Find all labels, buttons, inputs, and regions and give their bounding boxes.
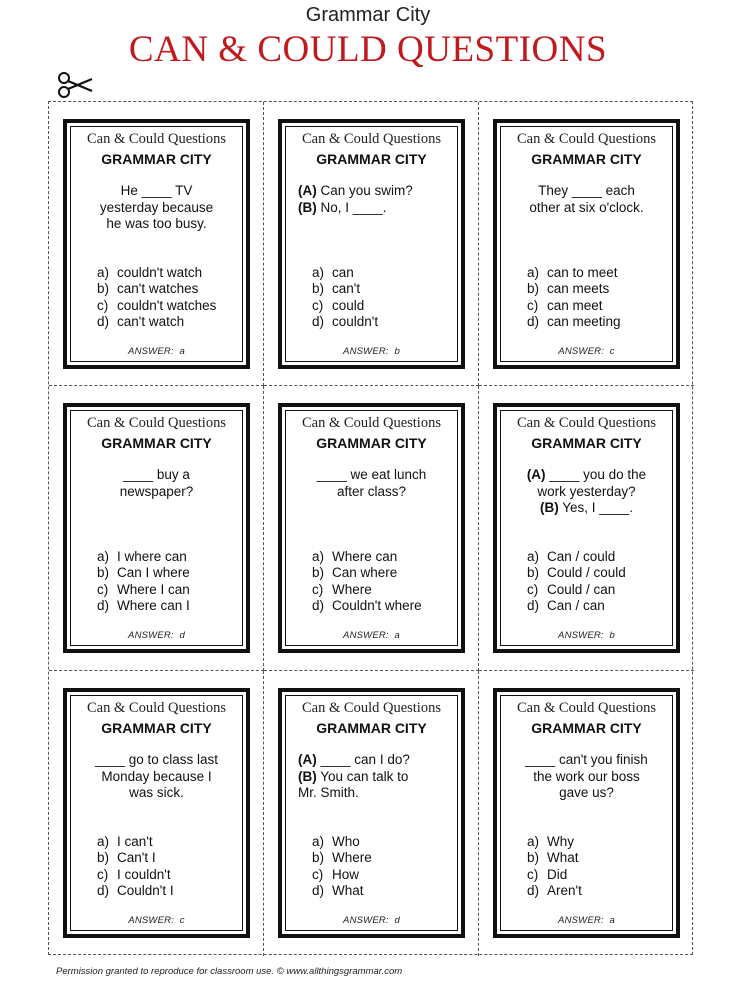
card-header: Can & Could Questions [302, 415, 441, 431]
speaker-tag: (B) [539, 500, 559, 515]
card-cell [49, 671, 264, 956]
question-text [298, 467, 445, 500]
option-letter: b) [97, 565, 110, 581]
option-text: What [332, 882, 364, 898]
question-line [83, 769, 230, 786]
option-text: Couldn't where [332, 597, 422, 613]
question-line-text: ____ you do the [549, 467, 647, 482]
question-line [83, 183, 230, 200]
option-text: I where can [117, 549, 187, 564]
card-inner-border [70, 410, 243, 646]
card-subheader: GRAMMAR CITY [101, 720, 212, 736]
answer-key [71, 630, 242, 641]
option-text: couldn't watch [117, 265, 203, 280]
question-line [513, 752, 660, 769]
option-item [527, 565, 664, 581]
option-letter: a) [312, 265, 325, 280]
question-line-text: Mr. Smith. [298, 785, 359, 800]
question-line-text: ____ go to class last [94, 752, 219, 767]
answer-options [97, 834, 234, 899]
option-letter: d) [312, 597, 325, 613]
card-subheader: GRAMMAR CITY [101, 151, 212, 167]
option-text: Can / could [547, 549, 616, 564]
option-item [312, 598, 449, 614]
answer-key [286, 630, 457, 641]
option-letter: b) [527, 281, 540, 297]
option-letter: d) [97, 313, 110, 329]
card-cell [479, 386, 694, 671]
card-subheader: GRAMMAR CITY [531, 151, 642, 167]
question-line [83, 785, 230, 802]
card-inner-border [285, 410, 458, 646]
option-text: Can I where [117, 565, 190, 581]
option-letter: d) [312, 313, 325, 329]
question-line [298, 785, 445, 802]
question-line-text: ____ we eat lunch [316, 467, 427, 482]
option-text: How [332, 866, 360, 882]
option-item [527, 265, 664, 281]
question-line [513, 484, 660, 501]
option-text: Why [547, 834, 574, 849]
question-line [298, 200, 445, 217]
site-title: Grammar City [305, 4, 431, 26]
answer-value: a [609, 915, 615, 926]
answer-options [527, 265, 664, 330]
question-line-text: You can talk to [320, 768, 409, 784]
question-line-text: ____ buy a [123, 467, 190, 482]
option-item [97, 834, 234, 850]
option-item [527, 582, 664, 598]
option-item [312, 549, 449, 565]
question-card [278, 688, 465, 938]
card-subheader: GRAMMAR CITY [316, 720, 427, 736]
option-text: can meets [547, 281, 610, 297]
option-letter: a) [312, 834, 325, 849]
option-text: Who [332, 834, 360, 849]
option-item [527, 883, 664, 899]
option-text: could [332, 297, 365, 313]
option-text: I can't [117, 834, 153, 849]
card-cell [264, 671, 479, 956]
option-item [312, 281, 449, 297]
option-text: can't watches [117, 281, 199, 297]
option-text: I couldn't [117, 866, 171, 882]
option-text: Did [547, 866, 568, 882]
card-inner-border [500, 695, 673, 931]
question-card [63, 119, 250, 369]
question-line [298, 769, 445, 786]
scissors-icon [56, 70, 96, 100]
option-text: can [332, 265, 354, 280]
option-item [97, 883, 234, 899]
answer-prefix: ANSWER: [343, 915, 389, 926]
option-letter: b) [312, 281, 325, 297]
option-letter: b) [312, 565, 325, 581]
question-line-text: ____ can I do? [320, 752, 410, 767]
answer-key [71, 915, 242, 926]
answer-options [97, 549, 234, 614]
answer-options [312, 265, 449, 330]
option-item [97, 298, 234, 314]
option-letter: d) [527, 882, 540, 898]
option-letter: a) [97, 549, 110, 564]
question-text [513, 752, 660, 802]
option-letter: c) [527, 866, 539, 882]
speaker-tag: (B) [298, 199, 317, 215]
answer-options [312, 549, 449, 614]
option-item [527, 549, 664, 565]
question-line-text: gave us? [559, 785, 614, 800]
card-cell [49, 386, 264, 671]
question-line-text: ____ can't you finish [525, 752, 648, 767]
question-line [298, 484, 445, 501]
option-item [312, 582, 449, 598]
option-text: Can / can [547, 597, 605, 613]
question-line-text: he was too busy. [106, 216, 207, 231]
question-line [513, 200, 660, 217]
option-item [527, 298, 664, 314]
option-letter: c) [527, 581, 539, 597]
answer-prefix: ANSWER: [128, 630, 174, 641]
speaker-tag: (B) [298, 768, 317, 784]
option-text: couldn't [332, 313, 379, 329]
card-subheader: GRAMMAR CITY [101, 435, 212, 451]
speaker-tag: (A) [298, 752, 317, 767]
answer-key [286, 346, 457, 357]
answer-key [501, 630, 672, 641]
question-card [493, 688, 680, 938]
option-item [527, 834, 664, 850]
option-letter: b) [527, 850, 540, 866]
card-grid [48, 101, 693, 955]
answer-value: b [609, 630, 615, 641]
question-line [513, 785, 660, 802]
card-subheader: GRAMMAR CITY [316, 151, 427, 167]
option-item [312, 298, 449, 314]
question-line-text: newspaper? [119, 483, 194, 499]
option-text: Could / could [547, 565, 626, 581]
option-text: Could / can [547, 581, 616, 597]
card-header: Can & Could Questions [87, 415, 226, 431]
answer-value: d [179, 630, 185, 641]
option-item [527, 281, 664, 297]
question-line [298, 467, 445, 484]
question-card [278, 403, 465, 653]
answer-options [312, 834, 449, 899]
question-line-text: was sick. [129, 785, 184, 800]
answer-value: c [609, 346, 615, 357]
option-text: can meet [547, 297, 603, 313]
card-subheader: GRAMMAR CITY [531, 720, 642, 736]
option-letter: a) [527, 834, 540, 849]
option-item [312, 265, 449, 281]
question-card [493, 403, 680, 653]
question-line-text: They ____ each [538, 183, 635, 198]
option-item [312, 883, 449, 899]
option-text: Where can [332, 549, 398, 564]
speaker-tag: (A) [526, 467, 546, 482]
answer-value: a [179, 346, 185, 357]
option-letter: a) [527, 549, 540, 564]
option-letter: b) [527, 565, 540, 581]
card-cell [479, 671, 694, 956]
option-text: can to meet [547, 265, 618, 280]
answer-key [71, 346, 242, 357]
card-inner-border [70, 695, 243, 931]
option-item [312, 565, 449, 581]
question-text [83, 183, 230, 233]
question-text [83, 467, 230, 500]
option-letter: c) [312, 297, 324, 313]
question-line-text: He ____ TV [120, 183, 193, 198]
question-card [493, 119, 680, 369]
question-line-text: Can you swim? [320, 183, 413, 198]
answer-prefix: ANSWER: [558, 630, 604, 641]
question-text [513, 183, 660, 216]
answer-prefix: ANSWER: [558, 346, 605, 357]
option-text: Can't I [117, 850, 156, 866]
answer-value: c [179, 915, 185, 926]
option-text: Where [332, 581, 372, 597]
option-item [97, 598, 234, 614]
question-line [513, 183, 660, 200]
option-letter: d) [97, 882, 110, 898]
footer-permission: Permission granted to reproduce for classroom use. © www.allthingsgrammar.com [56, 966, 403, 977]
answer-options [527, 549, 664, 614]
answer-value: b [394, 346, 400, 357]
option-letter: a) [97, 834, 110, 849]
question-text [298, 183, 445, 216]
option-item [97, 867, 234, 883]
card-subheader: GRAMMAR CITY [531, 435, 642, 451]
option-item [312, 867, 449, 883]
question-line [83, 200, 230, 217]
option-text: What [547, 850, 579, 866]
question-line-text: work yesterday? [537, 483, 636, 499]
option-item [97, 549, 234, 565]
option-item [97, 265, 234, 281]
answer-options [97, 265, 234, 330]
option-item [312, 850, 449, 866]
answer-key [286, 915, 457, 926]
option-letter: c) [312, 581, 324, 597]
answer-prefix: ANSWER: [128, 915, 175, 926]
answer-options [527, 834, 664, 899]
question-line-text: after class? [336, 483, 407, 499]
card-header: Can & Could Questions [517, 131, 656, 147]
question-line-text: yesterday because [99, 199, 214, 215]
card-cell [479, 102, 694, 386]
option-letter: b) [97, 281, 110, 297]
card-inner-border [500, 410, 673, 646]
card-inner-border [285, 695, 458, 931]
option-text: couldn't watches [117, 297, 217, 313]
card-cell [49, 102, 264, 386]
card-header: Can & Could Questions [87, 700, 226, 716]
question-card [63, 688, 250, 938]
option-letter: d) [312, 882, 325, 898]
question-line [513, 500, 660, 517]
answer-prefix: ANSWER: [343, 630, 389, 641]
option-item [312, 834, 449, 850]
option-item [97, 850, 234, 866]
option-letter: b) [97, 850, 110, 866]
speaker-tag: (A) [298, 183, 317, 198]
option-item [527, 850, 664, 866]
question-line-text: Monday because I [101, 768, 212, 784]
card-header: Can & Could Questions [87, 131, 226, 147]
card-inner-border [285, 126, 458, 362]
option-text: Can where [332, 565, 398, 581]
card-inner-border [70, 126, 243, 362]
question-card [63, 403, 250, 653]
option-item [527, 598, 664, 614]
answer-prefix: ANSWER: [558, 915, 604, 926]
question-line-text: the work our boss [533, 768, 640, 784]
option-item [312, 314, 449, 330]
option-letter: d) [527, 313, 540, 329]
question-line [83, 467, 230, 484]
answer-value: d [394, 915, 400, 926]
question-line-text: No, I ____. [320, 199, 387, 215]
question-text [298, 752, 445, 802]
card-header: Can & Could Questions [517, 700, 656, 716]
question-line [83, 752, 230, 769]
option-text: Where [332, 850, 372, 866]
question-line [298, 752, 445, 769]
option-item [527, 314, 664, 330]
card-inner-border [500, 126, 673, 362]
question-text [513, 467, 660, 517]
option-letter: a) [312, 549, 325, 564]
option-item [97, 281, 234, 297]
card-cell [264, 102, 479, 386]
card-header: Can & Could Questions [302, 131, 441, 147]
option-letter: a) [527, 265, 540, 280]
option-letter: c) [527, 297, 539, 313]
option-item [97, 582, 234, 598]
option-text: can't [332, 281, 361, 297]
option-text: Couldn't I [117, 882, 174, 898]
question-line [83, 484, 230, 501]
answer-value: a [394, 630, 400, 641]
option-letter: b) [312, 850, 325, 866]
answer-prefix: ANSWER: [343, 346, 389, 357]
question-line [513, 769, 660, 786]
option-letter: c) [97, 581, 109, 597]
option-text: Where I can [117, 581, 190, 597]
question-line [513, 467, 660, 484]
question-line-text: Yes, I ____. [562, 500, 634, 515]
answer-prefix: ANSWER: [128, 346, 174, 357]
option-item [97, 565, 234, 581]
option-letter: c) [97, 297, 109, 313]
card-subheader: GRAMMAR CITY [316, 435, 427, 451]
option-letter: a) [97, 265, 110, 280]
option-text: Aren't [547, 882, 582, 898]
answer-key [501, 915, 672, 926]
question-line [298, 183, 445, 200]
card-header: Can & Could Questions [517, 415, 656, 431]
question-line [83, 216, 230, 233]
question-line-text: other at six o'clock. [529, 199, 644, 215]
option-item [527, 867, 664, 883]
question-card [278, 119, 465, 369]
answer-key [501, 346, 672, 357]
option-text: Where can I [117, 597, 190, 613]
question-text [83, 752, 230, 802]
card-cell [264, 386, 479, 671]
page-title: CAN & COULD QUESTIONS [128, 29, 608, 70]
option-letter: d) [97, 597, 110, 613]
option-letter: c) [97, 866, 109, 882]
option-text: can meeting [547, 313, 621, 329]
option-letter: d) [527, 597, 540, 613]
option-item [97, 314, 234, 330]
option-letter: c) [312, 866, 324, 882]
card-header: Can & Could Questions [302, 700, 441, 716]
option-text: can't watch [117, 313, 185, 329]
